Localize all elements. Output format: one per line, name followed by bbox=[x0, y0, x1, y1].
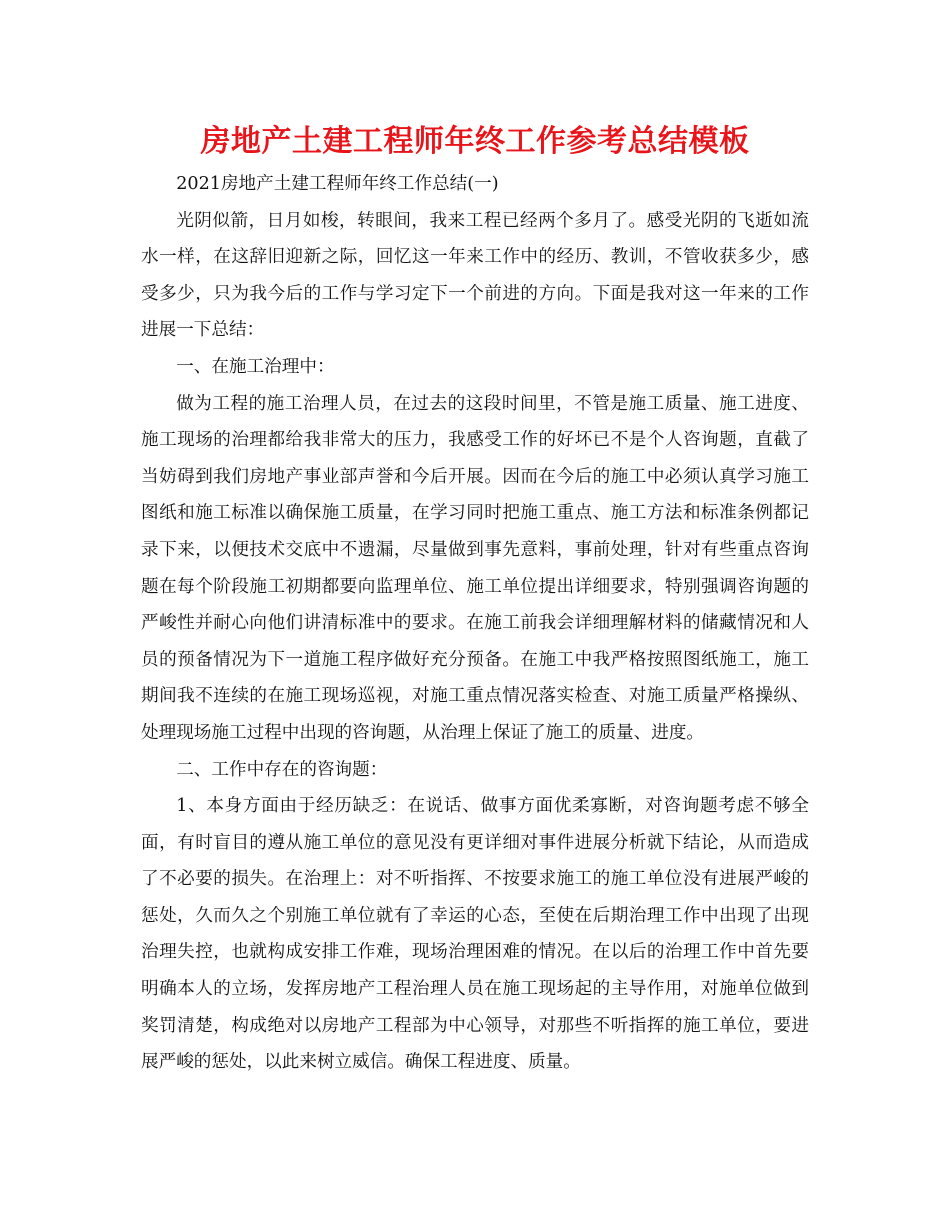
paragraph-section-1: 做为工程的施工治理人员，在过去的这段时间里，不管是施工质量、施工进度、施工现场的治理都给我非常大的压力，我感受工作的好坏已不是个人咨询题，直截了当妨碍到我们房地产事业部声誉和今后开展。因而在今后的施工中必须认真学习施工图纸和施工标准以确保施工质量，在学习同时把施工重点、施工方法和标准条例都记录下来，以便技术交底中不遗漏，尽量做到事先意料，事前处理，针对有些重点咨询题在每个阶段施工初期都要向监理单位、施工单位提出详细要求，特别强调咨询题的严峻性并耐心向他们讲清标准中的要求。在施工前我会详细理解材料的储藏情况和人员的预备情况为下一道施工程序做好充分预备。在施工中我严格按照图纸施工，施工期间我不连续的在施工现场巡视，对施工重点情况落实检查、对施工质量严格操纵、处理现场施工过程中出现的咨询题，从治理上保证了施工的质量、进度。 bbox=[141, 393, 809, 743]
section-heading-1: 一、在施工治理中： bbox=[176, 356, 335, 377]
paragraph-section-2: 1、本身方面由于经历缺乏：在说话、做事方面优柔寡断，对咨询题考虑不够全面，有时盲目的遵从施工单位的意见没有更详细对事件进展分析就下结论，从而造成了不必要的损失。在治理上：对不听指挥、不按要求施工的施工单位没有进展严峻的惩处，久而久之个别施工单位就有了幸运的心态，至使在后期治理工作中出现了出现治理失控，也就构成安排工作难，现场治理困难的情况。在以后的治理工作中首先要明确本人的立场，发挥房地产工程治理人员在施工现场起的主导作用，对施单位做到奖罚清楚，构成绝对以房地产工程部为中心领导，对那些不听指挥的施工单位，要进展严峻的惩处，以此来树立威信。确保工程进度、质量。 bbox=[141, 796, 809, 1073]
section-heading-2: 二、工作中存在的咨询题： bbox=[176, 759, 388, 780]
paragraph-subtitle: 2021房地产土建工程师年终工作总结(一) bbox=[176, 174, 499, 194]
document-title: 房地产土建工程师年终工作参考总结模板 bbox=[200, 124, 750, 159]
document-body bbox=[141, 166, 809, 1081]
paragraph-intro: 光阴似箭，日月如梭，转眼间，我来工程已经两个多月了。感受光阴的飞逝如流水一样，在这辞旧迎新之际，回忆这一年来工作中的经历、教训，不管收获多少，感受多少，只为我今后的工作与学习定下一个前进的方向。下面是我对这一年来的工作进展一下总结： bbox=[141, 210, 809, 341]
